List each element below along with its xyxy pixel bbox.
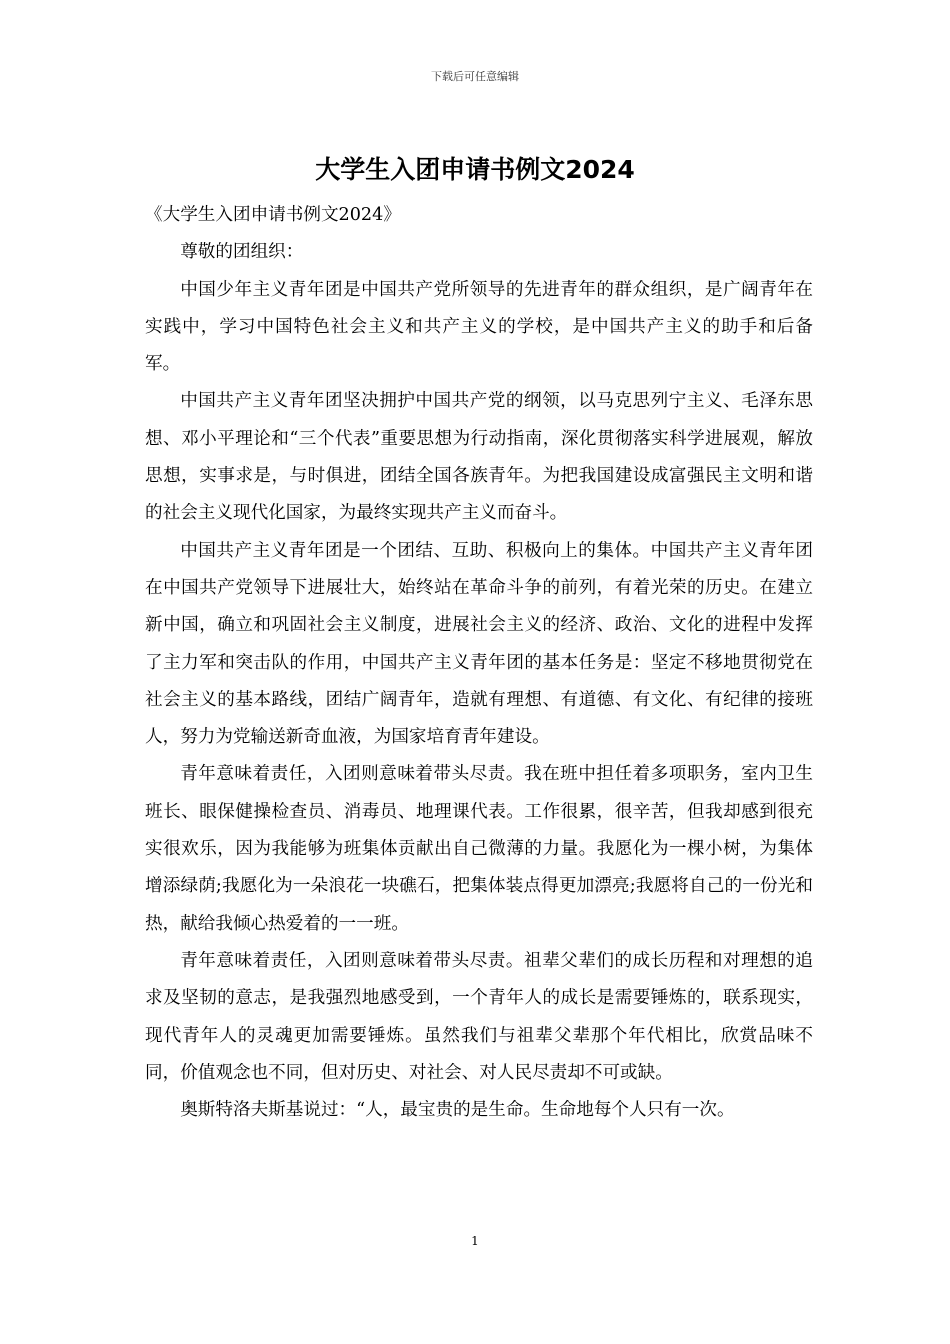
paragraph-2: 中国共产主义青年团坚决拥护中国共产党的纲领，以马克思列宁主义、毛泽东思想、邓小平理论和“三个代表”重要思想为行动指南，深化贯彻落实科学进展观，解放思想，实事求是，与时俱进，团结全国各族青年。为把我国建设成富强民主文明和谐的社会主义现代化国家，为最终实现共产主义而奋斗。: [145, 391, 813, 524]
document-body: [145, 197, 813, 1129]
document-title: 大学生入团申请书例文2024: [315, 155, 635, 184]
paragraph-3: 中国共产主义青年团是一个团结、互助、积极向上的集体。中国共产主义青年团在中国共产党领导下进展壮大，始终站在革命斗争的前列，有着光荣的历史。在建立新中国，确立和巩固社会主义制度，进展社会主义的经济、政治、文化的进程中发挥了主力军和突击队的作用，中国共产主义青年团的基本任务是：坚定不移地贯彻党在社会主义的基本路线，团结广阔青年，造就有理想、有道德、有文化、有纪律的接班人，努力为党输送新奇血液，为国家培育青年建设。: [145, 540, 813, 748]
paragraph-1: 中国少年主义青年团是中国共产党所领导的先进青年的群众组织，是广阔青年在实践中，学习中国特色社会主义和共产主义的学校，是中国共产主义的助手和后备军。: [145, 279, 813, 375]
salutation: 尊敬的团组织：: [180, 242, 304, 263]
document-subtitle: 《大学生入团申请书例文2024》: [145, 205, 401, 225]
paragraph-6: 奥斯特洛夫斯基说过：“人，最宝贵的是生命。生命地每个人只有一次。: [180, 1100, 735, 1121]
page-number: 1: [471, 1234, 479, 1248]
paragraph-5: 青年意味着责任，入团则意味着带头尽责。祖辈父辈们的成长历程和对理想的追求及坚韧的意志，是我强烈地感受到，一个青年人的成长是需要锤炼的，联系现实，现代青年人的灵魂更加需要锤炼。虽然我们与祖辈父辈那个年代相比，欣赏品味不同，价值观念也不同，但对历史、对社会、对人民尽责却不可或缺。: [145, 950, 813, 1083]
paragraph-4: 青年意味着责任，入团则意味着带头尽责。我在班中担任着多项职务，室内卫生班长、眼保健操检查员、消毒员、地理课代表。工作很累，很辛苦，但我却感到很充实很欢乐，因为我能够为班集体贡献出自己微薄的力量。我愿化为一棵小树，为集体增添绿荫;我愿化为一朵浪花一块礁石，把集体装点得更加漂亮;我愿将自己的一份光和热，献给我倾心热爱着的一一班。: [145, 764, 813, 934]
header-note: 下载后可任意编辑: [431, 70, 519, 83]
